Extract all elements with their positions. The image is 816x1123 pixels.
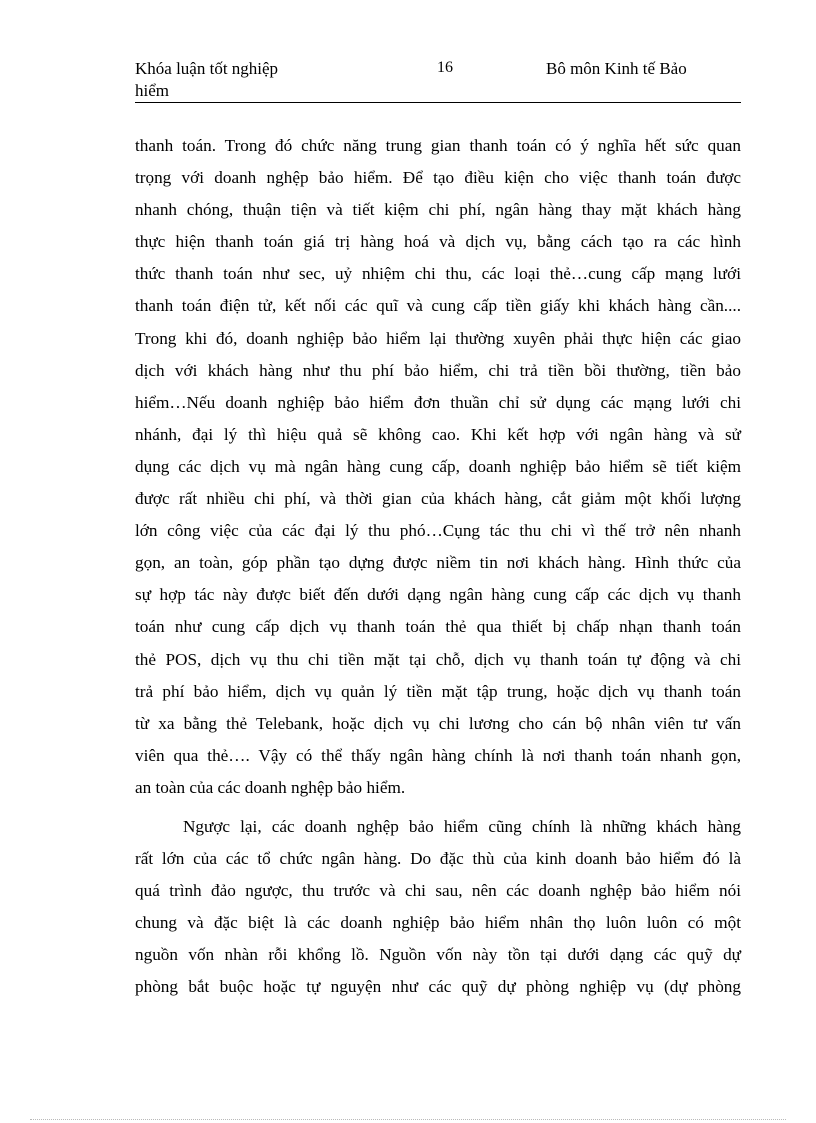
text-line: được rất nhiều chi phí, và thời gian của khách hàng, cắt giảm một khối lượng [135, 489, 741, 509]
page-number: 16 [437, 59, 453, 76]
text-line: trọng với doanh nghệp bảo hiểm. Để tạo điều kiện cho việc thanh toán được [135, 168, 741, 188]
text-line: từ xa bằng thẻ Telebank, hoặc dịch vụ chi lương cho cán bộ nhân viên tư vấn [135, 713, 741, 733]
text-line: thanh toán. Trong đó chức năng trung gian thanh toán có ý nghĩa hết sức quan [135, 136, 741, 155]
header-thesis-title: Khóa luận tốt nghiệp hiểm [135, 59, 279, 100]
text-line: nguồn vốn nhàn rỗi khổng lồ. Nguồn vốn này tồn tại dưới dạng các quỹ dự [135, 945, 741, 965]
text-line: thức thanh toán như sec, uỷ nhiệm chi thu, các loại thẻ…cung cấp mạng lưới [135, 264, 741, 284]
text-line: nhanh chóng, thuận tiện và tiết kiệm chi phí, ngân hàng thay mặt khách hàng [135, 200, 741, 220]
text-line: viên qua thẻ…. Vậy có thể thấy ngân hàng chính là nơi thanh toán nhanh gọn, [135, 745, 741, 765]
text-line: toán như cung cấp dịch vụ thanh toán thẻ qua thiết bị chấp nhạn thanh toán [135, 617, 741, 637]
text-line: dịch với khách hàng như thu phí bảo hiểm, chi trả tiền bồi thường, tiền bảo [135, 360, 741, 380]
text-line: Ngược lại, các doanh nghệp bảo hiểm cũng chính là những khách hàng [183, 816, 741, 836]
header-department: Bô môn Kinh tế Bảo [546, 59, 687, 78]
text-line: dụng các dịch vụ mà ngân hàng cung cấp, doanh nghiệp bảo hiểm sẽ tiết kiệm [135, 456, 741, 476]
text-line: phòng bắt buộc hoặc tự nguyện như các quỹ dự phòng nghiệp vụ (dự phòng [135, 977, 741, 997]
text-line: an toàn của các doanh nghệp bảo hiểm. [135, 777, 406, 797]
text-line: thanh toán điện tử, kết nối các quĩ và cung cấp tiền giấy khi khách hàng cần.... [135, 296, 741, 316]
document-body [135, 130, 741, 1004]
text-line: chung và đặc biệt là các doanh nghiệp bảo hiểm nhân thọ luôn luôn có một [135, 913, 741, 933]
paragraph-1 [135, 130, 741, 804]
text-line: thực hiện thanh toán giá trị hàng hoá và dịch vụ, bằng cách tạo ra các hình [135, 232, 741, 252]
text-line: sự hợp tác này được biết đến dưới dạng ngân hàng cung cấp các dịch vụ thanh [135, 585, 741, 605]
text-line: quá trình đảo ngược, thu trước và chi sau, nên các doanh nghệp bảo hiểm nói [135, 881, 741, 901]
text-line: lớn công việc của các đại lý thu phó…Cụng tác thu chi vì thế trở nên nhanh [135, 521, 741, 541]
text-line: trả phí bảo hiểm, dịch vụ quản lý tiền mặt tập trung, hoặc dịch vụ thanh toán [135, 681, 741, 701]
text-line: nhánh, đại lý thì hiệu quả sẽ không cao. Khi kết hợp với ngân hàng và sử [135, 424, 741, 444]
text-line: thẻ POS, dịch vụ thu chi tiền mặt tại chỗ, dịch vụ thanh toán tự động và chi [135, 649, 741, 669]
text-line: hiểm…Nếu doanh nghiệp bảo hiểm đơn thuần chỉ sử dụng các mạng lưới chi [135, 392, 741, 412]
page-bottom-divider [30, 1119, 786, 1120]
paragraph-2 [135, 811, 741, 1004]
page-header [135, 58, 741, 103]
text-line: gọn, an toàn, góp phần tạo dựng được niềm tin nơi khách hàng. Hình thức của [135, 553, 741, 573]
text-line: Trong khi đó, doanh nghiệp bảo hiểm lại thường xuyên phải thực hiện các giao [135, 328, 741, 348]
text-line: rất lớn của các tổ chức ngân hàng. Do đặc thù của kinh doanh bảo hiểm đó là [135, 849, 741, 869]
